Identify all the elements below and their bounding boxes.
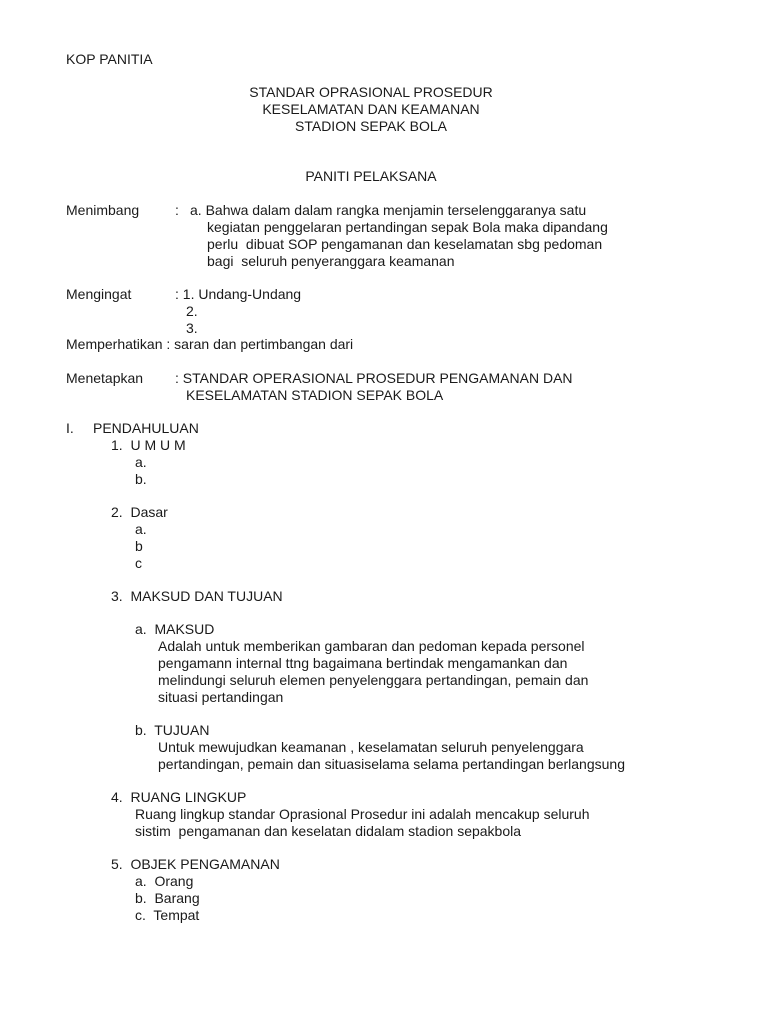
dasar-item: b [135,538,143,554]
objek-item: a. Orang [135,873,194,889]
menimbang-line: bagi seluruh penyeranggara keamanan [207,253,455,269]
objek-item: b. Barang [135,890,200,906]
tujuan-heading: b. TUJUAN [135,722,210,738]
dasar-item: a. [135,521,147,537]
menimbang-line: a. Bahwa dalam dalam rangka menjamin terselenggaranya satu [190,202,587,218]
menimbang-line: kegiatan penggelaran pertandingan sepak Bola maka dipandang [207,219,608,235]
ruang-lingkup-heading: 4. RUANG LINGKUP [111,789,247,805]
section-number: I. [66,420,74,436]
memperhatikan-line: Memperhatikan : saran dan pertimbangan dari [66,336,354,352]
maksud-line: Adalah untuk memberikan gambaran dan pedoman kepada personel [158,638,585,654]
menimbang-colon: : [175,202,179,218]
maksud-tujuan-heading: 3. MAKSUD DAN TUJUAN [111,588,283,604]
objek-item: c. Tempat [135,907,200,923]
umum-item: a. [135,454,147,470]
mengingat-item: 3. [186,320,198,336]
maksud-line: situasi pertandingan [158,689,284,705]
maksud-heading: a. MAKSUD [135,621,215,637]
title-line-2: KESELAMATAN DAN KEAMANAN [262,101,480,117]
menetapkan-line: KESELAMATAN STADION SEPAK BOLA [186,387,444,403]
section-title: PENDAHULUAN [93,420,199,436]
kop-panitia: KOP PANITIA [66,51,153,67]
maksud-line: melindungi seluruh elemen penyelenggara pertandingan, pemain dan [158,672,589,688]
mengingat-item: 2. [186,303,198,319]
mengingat-label: Mengingat [66,286,132,302]
dasar-heading: 2. Dasar [111,504,168,520]
title-line-3: STADION SEPAK BOLA [295,118,447,134]
mengingat-item: : 1. Undang-Undang [175,286,302,302]
menetapkan-label: Menetapkan [66,370,144,386]
umum-heading: 1. U M U M [111,437,186,453]
ruang-lingkup-line: sistim pengamanan dan keselatan didalam stadion sepakbola [135,823,522,839]
menimbang-line: perlu dibuat SOP pengamanan dan keselamatan sbg pedoman [207,236,603,252]
ruang-lingkup-line: Ruang lingkup standar Oprasional Prosedur ini adalah mencakup seluruh [135,806,590,822]
dasar-item: c [135,555,142,571]
title-line-1: STANDAR OPRASIONAL PROSEDUR [249,84,493,100]
menimbang-label: Menimbang [66,202,140,218]
umum-item: b. [135,471,147,487]
tujuan-line: pertandingan, pemain dan situasiselama selama pertandingan berlangsung [158,756,625,772]
subtitle: PANITI PELAKSANA [305,168,437,184]
tujuan-line: Untuk mewujudkan keamanan , keselamatan seluruh penyelenggara [158,739,584,755]
menetapkan-line: : STANDAR OPERASIONAL PROSEDUR PENGAMANAN DAN [175,370,573,386]
objek-heading: 5. OBJEK PENGAMANAN [111,856,280,872]
maksud-line: pengamann internal ttng bagaimana bertindak mengamankan dan [158,655,568,671]
